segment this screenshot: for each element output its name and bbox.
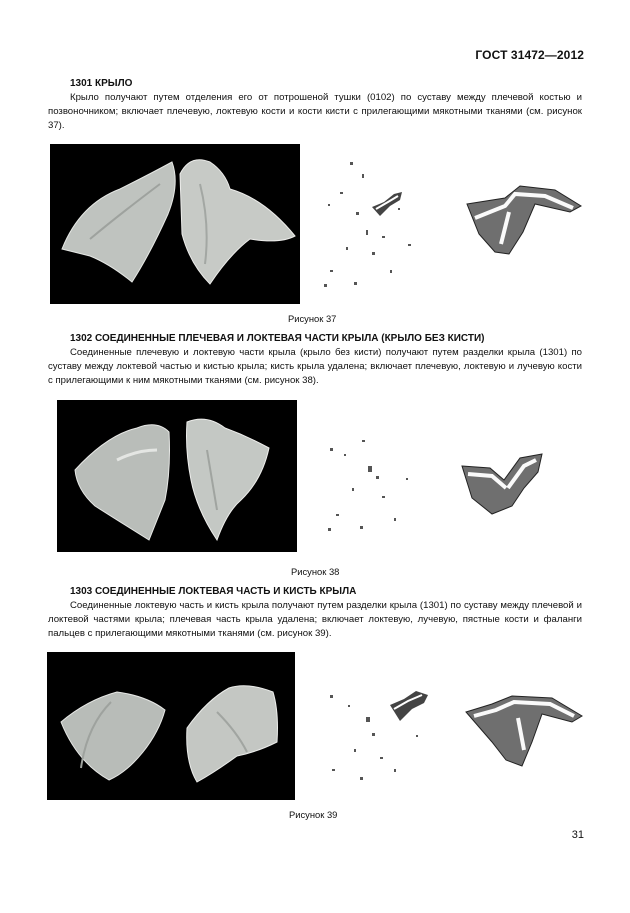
section-heading: 1302 СОЕДИНЕННЫЕ ПЛЕЧЕВАЯ И ЛОКТЕВАЯ ЧАСТИ КРЫЛА (КРЫЛО БЕЗ КИСТИ) — [70, 333, 485, 344]
xray-skeleton-39 — [320, 665, 440, 790]
section-body: Крыло получают путем отделения его от потрошеной тушки (0102) по суставу между плечевой костью и позвоночником; включает плечевую, локтевую кости и кости кисти с прилегающими мякотными тканями (см. рисунок 37). — [48, 92, 582, 131]
figure-caption: Рисунок 37 — [288, 313, 337, 324]
wing-photo-37 — [50, 144, 300, 304]
xray-wing-bones-38 — [452, 448, 572, 526]
section-heading: 1303 СОЕДИНЕННЫЕ ЛОКТЕВАЯ ЧАСТЬ И КИСТЬ КРЫЛА — [70, 586, 357, 597]
section-body: Соединенные плечевую и локтевую части крыла (крыло без кисти) получают путем разделки крыла (1301) по суставу между локтевой частью и кистью крыла; кисть крыла удалена; включает плечевую, локтевую и лучевую кости с прилегающими к ним мякотными тканями (см. рисунок 38). — [48, 347, 582, 386]
figure-caption: Рисунок 39 — [289, 809, 338, 820]
document-code: ГОСТ 31472—2012 — [475, 48, 584, 62]
section-1303 — [48, 586, 582, 641]
wing-photo-39 — [47, 652, 295, 800]
xray-wing-bones-37 — [465, 182, 585, 262]
page-number: 31 — [571, 829, 584, 841]
figure-caption: Рисунок 38 — [291, 566, 340, 577]
xray-wing-bones-39 — [462, 690, 586, 772]
xray-skeleton-37 — [310, 152, 430, 297]
section-heading: 1301 КРЫЛО — [70, 78, 133, 89]
section-1301 — [48, 78, 582, 133]
wing-photo-38 — [57, 400, 297, 552]
xray-skeleton-38 — [322, 418, 422, 543]
section-body: Соединенные локтевую часть и кисть крыла получают путем разделки крыла (1301) по суставу между плечевой и локтевой частями крыла; плечевая часть крыла удалена; включает локтевую, лучевую, пястные кости и фаланги пальцев с прилегающими мякотными тканями (см. рисунок 39). — [48, 600, 582, 639]
section-1302 — [48, 333, 582, 388]
